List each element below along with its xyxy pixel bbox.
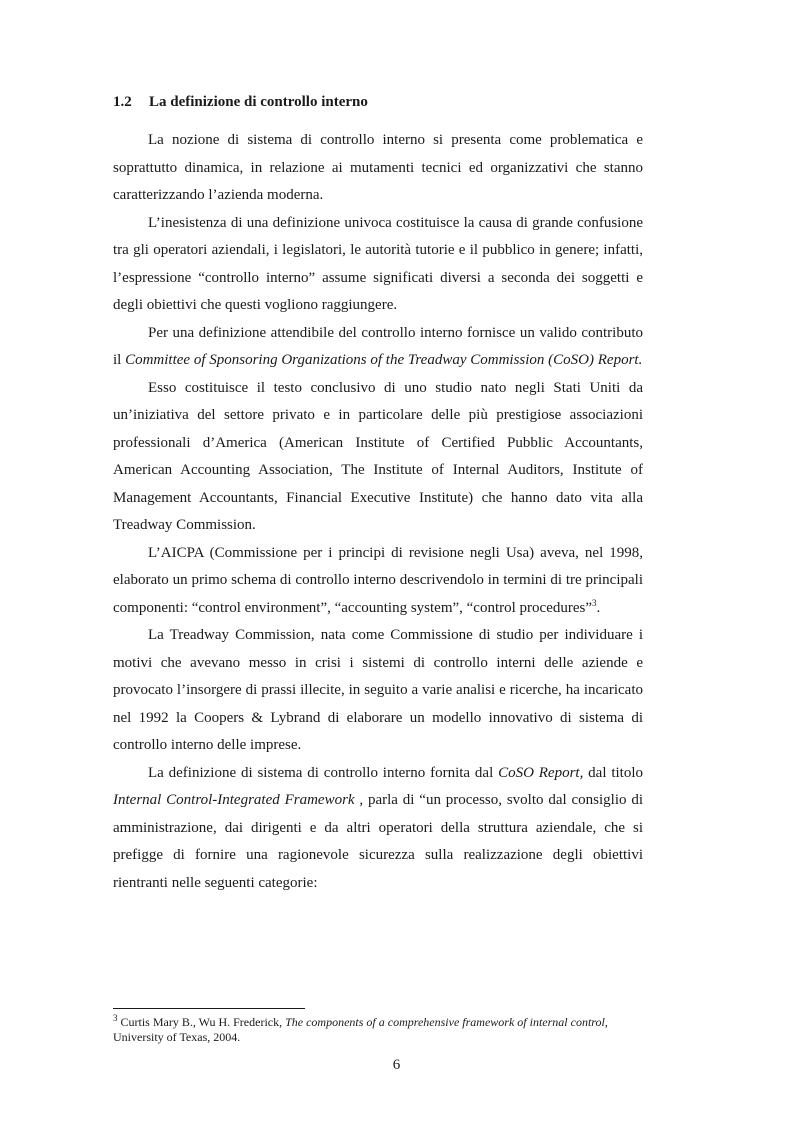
section-heading <box>113 94 368 111</box>
footnote-divider <box>113 1008 305 1009</box>
paragraph: Per una definizione attendibile del controllo interno fornisce un valido contributo il Committee of Sponsoring Organizations of the Treadway Commission (CoSO) Report. <box>113 324 643 368</box>
section-title: La definizione di controllo interno <box>149 94 368 110</box>
footnote-number: 3 <box>113 1013 118 1023</box>
paragraph: La nozione di sistema di controllo interno si presenta come problematica e soprattutto dinamica, in relazione ai mutamenti tecnici ed organizzativi che stanno caratterizzando l’azienda moderna. <box>113 132 643 203</box>
paragraph: La Treadway Commission, nata come Commissione di studio per individuare i motivi che avevano messo in crisi i sistemi di controllo interni delle aziende e provocato l’insorgere di prassi illecite, in seguito a varie analisi e ricerche, ha incaricato nel 1992 la Coopers & Lybrand di elaborare un modello innovativo di sistema di controllo interno delle imprese. <box>113 627 643 753</box>
footnote: $^3$ Curtis Mary B., Wu H. Frederick, The components of a comprehensive framework of internal control, University of Texas, 2004. <box>113 1013 608 1044</box>
paragraph: L’AICPA (Commissione per i principi di revisione negli Usa) aveva, nel 1998, elaborato un primo schema di controllo interno descrivendolo in termini di tre principali componenti: “control environment”, “accounting system”, “control procedures”$^3$. <box>113 544 643 616</box>
paragraph: L’inesistenza di una definizione univoca costituisce la causa di grande confusione tra gli operatori aziendali, i legislatori, le autorità tutorie e il pubblico in genere; infatti, l’espressione “controllo interno” assume significati diversi a seconda dei soggetti e degli obiettivi che questi vogliono raggiungere. <box>113 214 643 313</box>
coso-title: Committee of Sponsoring Organizations of the Treadway Commission (CoSO) Report. <box>125 352 643 368</box>
paragraph: Esso costituisce il testo conclusivo di uno studio nato negli Stati Uniti da un’iniziativa del settore privato e in particolare delle più prestigiose associazioni professionali d’America (American Institute of Certified Pubblic Accountants, American Accounting Association, The Institute of Internal Auditors, Institute of Management Accountants, Financial Executive Institute) che hanno dato vita alla Treadway Commission. <box>113 379 643 533</box>
paragraph: La definizione di sistema di controllo interno fornita dal CoSO Report, dal titolo Internal Control-Integrated Framework , parla di “un processo, svolto dal consiglio di amministrazione, dai dirigenti e da altri operatori della struttura aziendale, che si prefigge di fornire una ragionevole sicurezza sulla realizzazione degli obiettivi rientranti nelle seguenti categorie: <box>113 764 643 891</box>
page-number: 6 <box>392 1057 401 1073</box>
body-text <box>113 127 643 897</box>
footnote-reference[interactable]: 3 <box>592 597 597 608</box>
section-number: 1.2 <box>113 94 132 110</box>
footnote-title: The components of a comprehensive framework of internal control <box>285 1015 605 1029</box>
